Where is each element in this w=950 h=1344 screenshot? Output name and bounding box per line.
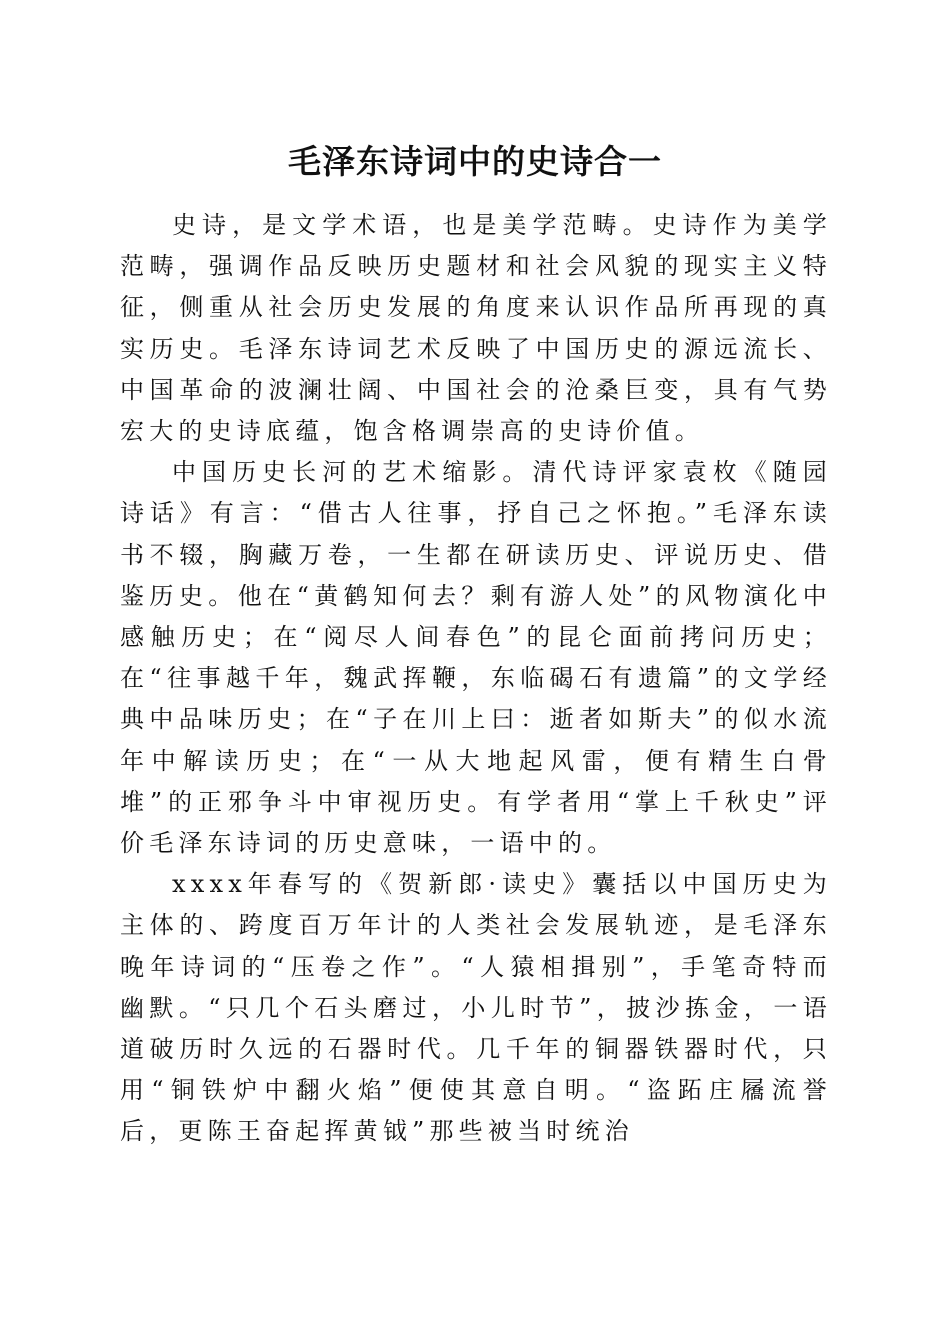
paragraph-2: 中国历史长河的艺术缩影。清代诗评家袁枚《随园诗话》有言：“借古人往事，抒自己之怀抱。”毛泽东读书不辍，胸藏万卷，一生都在研读历史、评说历史、借鉴历史。他在“黄鹤知何去？剩有游人处”的风物演化中感触历史；在“阅尽人间春色”的昆仑面前拷问历史；在“往事越千年，魏武挥鞭，东临碣石有遗篇”的文学经典中品味历史；在“子在川上曰：逝者如斯夫”的似水流年中解读历史；在“一从大地起风雷，便有精生白骨堆”的正邪争斗中审视历史。有学者用“掌上千秋史”评价毛泽东诗词的历史意味，一语中的。 <box>120 458 832 858</box>
paragraph-3: xxxx年春写的《贺新郎·读史》囊括以中国历史为主体的、跨度百万年计的人类社会发展轨迹，是毛泽东晚年诗词的“压卷之作”。“人猿相揖别”，手笔奇特而幽默。“只几个石头磨过，小儿时节”，披沙拣金，一语道破历时久远的石器时代。几千年的铜器铁器时代，只用“铜铁炉中翻火焰”便使其意自明。“盗跖庄屩流誉后，更陈王奋起挥黄钺”那些被当时统治 <box>120 870 832 1146</box>
paragraph-1: 史诗，是文学术语，也是美学范畴。史诗作为美学范畴，强调作品反映历史题材和社会风貌的现实主义特征，侧重从社会历史发展的角度来认识作品所再现的真实历史。毛泽东诗词艺术反映了中国历史的源远流长、中国革命的波澜壮阔、中国社会的沧桑巨变，具有气势宏大的史诗底蕴，饱含格调崇高的史诗价值。 <box>120 211 832 446</box>
document-title: 毛泽东诗词中的史诗合一 <box>288 142 662 181</box>
document-body <box>120 205 832 1153</box>
